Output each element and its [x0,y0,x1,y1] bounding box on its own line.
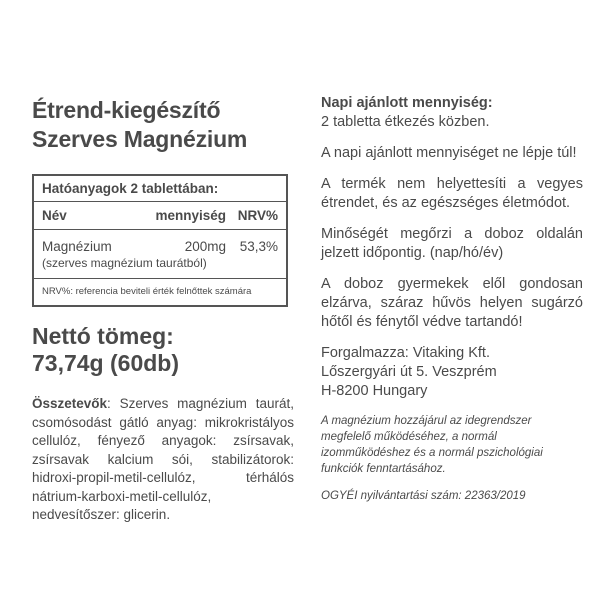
product-title [32,96,294,154]
cell-nrv: 53,3% [239,239,278,254]
distributor-line-1: Forgalmazza: Vitaking Kft. [321,345,490,361]
net-weight-value: 73,74g (60db) [32,350,179,376]
active-ingredients-table [32,174,288,307]
warning-diet: A termék nem helyettesíti a vegyes étrendet, és az egészséges életmódot. [321,176,583,211]
column-header-amount: mennyiség [155,208,226,223]
cell-name: Magnézium [42,239,112,254]
distributor-line-3: H-8200 Hungary [321,383,428,399]
title-line-1: Étrend-kiegészítő [32,97,221,123]
nrv-footnote: NRV%: referencia beviteli érték felnőttek számára [42,286,252,297]
health-claim: A magnézium hozzájárul az idegrendszer megfelelő működéséhez, a normál izomműködéshez és a normál pszichológiai funkciók fenntartásához. [321,415,543,475]
right-column [321,94,583,504]
net-weight [32,323,294,377]
ingredients-text: : Szerves magnézium taurát, csomósodást gátló anyag: mikrokristályos cellulóz, fényező anyagok: zsírsavak, zsírsavak kalcium sói, stabilizátorok: hidroxi-propil-metil-cellulóz, térhálós nátrium-karboxi-metil-cellulóz, nedvesítőszer: glicerin. [32,396,294,522]
dosage-block [321,94,583,132]
ingredients-paragraph [32,395,294,525]
row-note: (szerves magnézium taurátból) [34,254,286,279]
table-heading: Hatóanyagok 2 tablettában: [34,176,286,202]
dosage-label: Napi ajánlott mennyiség: [321,95,493,111]
left-column [32,96,294,525]
registration-number: OGYÉI nyilvántartási szám: 22363/2019 [321,490,526,502]
cell-amount: 200mg [184,239,226,254]
distributor-block [321,344,583,401]
table-header-row [34,202,286,230]
net-weight-label: Nettó tömeg: [32,323,174,349]
column-header-name: Név [42,208,67,223]
column-header-nrv: NRV% [237,208,278,223]
ingredients-label: Összetevők [32,396,108,411]
warning-dose: A napi ajánlott mennyiséget ne lépje túl! [321,145,577,161]
title-line-2: Szerves Magnézium [32,126,248,152]
dosage-text: 2 tabletta étkezés közben. [321,114,490,130]
best-before: Minőségét megőrzi a doboz oldalán jelzett időpontig. (nap/hó/év) [321,226,583,261]
table-row [34,230,286,254]
distributor-line-2: Lőszergyári út 5. Veszprém [321,364,497,380]
storage-instructions: A doboz gyermekek elől gondosan elzárva, száraz hűvös helyen sugárzó hőtől és fénytől védve tartandó! [321,276,583,330]
